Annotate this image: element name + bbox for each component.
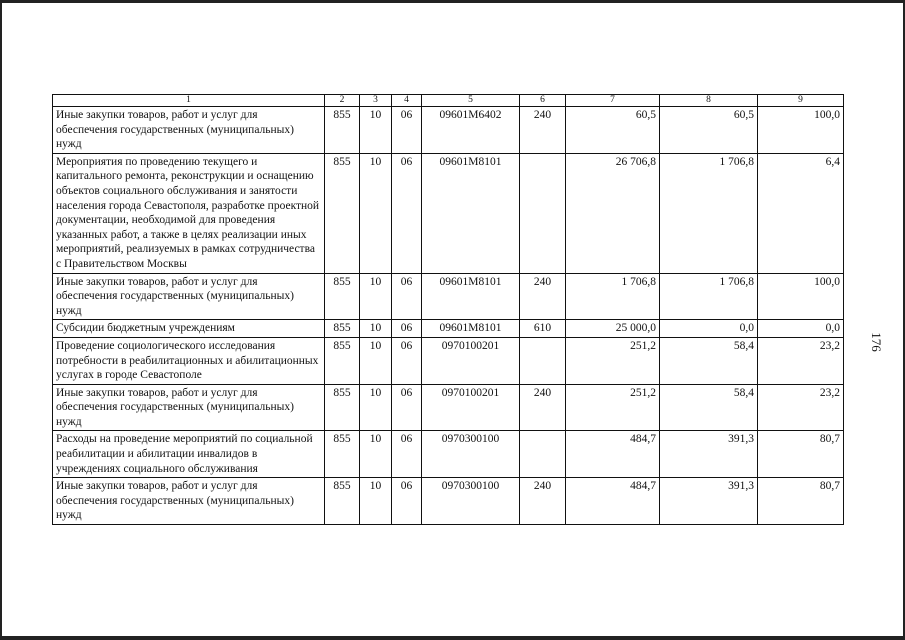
row-col-5: 09601М8101 [422, 153, 520, 273]
row-col-7: 25 000,0 [566, 320, 660, 338]
row-col-9: 100,0 [758, 273, 844, 320]
row-col-9: 80,7 [758, 431, 844, 478]
row-col-2: 855 [325, 273, 360, 320]
row-name: Расходы на проведение мероприятий по социальной реабилитации и абилитации инвалидов в учреждениях социального обслуживания [53, 431, 325, 478]
row-col-6 [520, 337, 566, 384]
table-row [53, 153, 844, 273]
row-col-3: 10 [360, 273, 392, 320]
row-col-8: 1 706,8 [660, 273, 758, 320]
row-col-4: 06 [392, 431, 422, 478]
row-col-5: 0970300100 [422, 478, 520, 525]
row-col-2: 855 [325, 107, 360, 154]
header-cell-7: 7 [566, 95, 660, 107]
row-col-3: 10 [360, 478, 392, 525]
row-col-8: 1 706,8 [660, 153, 758, 273]
row-col-5: 0970300100 [422, 431, 520, 478]
table-row [53, 273, 844, 320]
row-name: Иные закупки товаров, работ и услуг для обеспечения государственных (муниципальных) нужд [53, 478, 325, 525]
row-col-2: 855 [325, 478, 360, 525]
header-cell-4: 4 [392, 95, 422, 107]
row-col-6: 240 [520, 107, 566, 154]
row-col-6: 240 [520, 384, 566, 431]
row-col-9: 100,0 [758, 107, 844, 154]
header-cell-5: 5 [422, 95, 520, 107]
row-col-8: 58,4 [660, 337, 758, 384]
scan-border-left [0, 0, 2, 640]
row-name: Проведение социологического исследования потребности в реабилитационных и абилитационных услугах в городе Севастополе [53, 337, 325, 384]
row-name: Мероприятия по проведению текущего и капитального ремонта, реконструкции и оснащению объектов социального обслуживания и занятости населения города Севастополя, разработке проектной документации, необходимой для проведения указанных работ, а также в целях реализации иных мероприятий, реализуемых в рамках сотрудничества с Правительством Москвы [53, 153, 325, 273]
budget-table [52, 94, 844, 525]
header-cell-9: 9 [758, 95, 844, 107]
table-row [53, 431, 844, 478]
row-col-3: 10 [360, 431, 392, 478]
row-col-6: 240 [520, 273, 566, 320]
row-name: Иные закупки товаров, работ и услуг для обеспечения государственных (муниципальных) нужд [53, 384, 325, 431]
header-cell-8: 8 [660, 95, 758, 107]
header-row [53, 95, 844, 107]
row-col-9: 0,0 [758, 320, 844, 338]
row-col-8: 391,3 [660, 478, 758, 525]
row-col-5: 09601М8101 [422, 320, 520, 338]
header-cell-3: 3 [360, 95, 392, 107]
row-col-4: 06 [392, 478, 422, 525]
row-col-8: 58,4 [660, 384, 758, 431]
header-cell-6: 6 [520, 95, 566, 107]
row-col-7: 60,5 [566, 107, 660, 154]
row-col-3: 10 [360, 153, 392, 273]
row-col-4: 06 [392, 273, 422, 320]
row-col-3: 10 [360, 337, 392, 384]
row-col-8: 60,5 [660, 107, 758, 154]
row-col-9: 23,2 [758, 337, 844, 384]
row-col-7: 251,2 [566, 337, 660, 384]
row-col-2: 855 [325, 337, 360, 384]
row-col-8: 391,3 [660, 431, 758, 478]
table-row [53, 320, 844, 338]
table-row [53, 337, 844, 384]
row-col-6: 610 [520, 320, 566, 338]
row-col-4: 06 [392, 320, 422, 338]
row-col-5: 0970100201 [422, 384, 520, 431]
page-number: 176 [868, 332, 884, 352]
row-col-7: 484,7 [566, 431, 660, 478]
scan-border-bottom [0, 636, 905, 640]
row-col-4: 06 [392, 153, 422, 273]
table-row [53, 384, 844, 431]
row-name: Иные закупки товаров, работ и услуг для обеспечения государственных (муниципальных) нужд [53, 107, 325, 154]
row-col-6: 240 [520, 478, 566, 525]
row-name: Субсидии бюджетным учреждениям [53, 320, 325, 338]
row-col-7: 26 706,8 [566, 153, 660, 273]
row-col-2: 855 [325, 320, 360, 338]
row-name: Иные закупки товаров, работ и услуг для обеспечения государственных (муниципальных) нужд [53, 273, 325, 320]
row-col-2: 855 [325, 431, 360, 478]
row-col-9: 6,4 [758, 153, 844, 273]
row-col-3: 10 [360, 384, 392, 431]
row-col-4: 06 [392, 384, 422, 431]
row-col-7: 484,7 [566, 478, 660, 525]
header-cell-2: 2 [325, 95, 360, 107]
row-col-6 [520, 431, 566, 478]
table-row [53, 107, 844, 154]
header-cell-1: 1 [53, 95, 325, 107]
row-col-3: 10 [360, 320, 392, 338]
row-col-5: 09601М6402 [422, 107, 520, 154]
row-col-7: 251,2 [566, 384, 660, 431]
row-col-2: 855 [325, 384, 360, 431]
row-col-3: 10 [360, 107, 392, 154]
row-col-5: 09601М8101 [422, 273, 520, 320]
row-col-6 [520, 153, 566, 273]
row-col-9: 80,7 [758, 478, 844, 525]
row-col-5: 0970100201 [422, 337, 520, 384]
scan-border-top [0, 0, 905, 3]
row-col-2: 855 [325, 153, 360, 273]
row-col-7: 1 706,8 [566, 273, 660, 320]
row-col-4: 06 [392, 107, 422, 154]
row-col-4: 06 [392, 337, 422, 384]
table-row [53, 478, 844, 525]
row-col-9: 23,2 [758, 384, 844, 431]
row-col-8: 0,0 [660, 320, 758, 338]
